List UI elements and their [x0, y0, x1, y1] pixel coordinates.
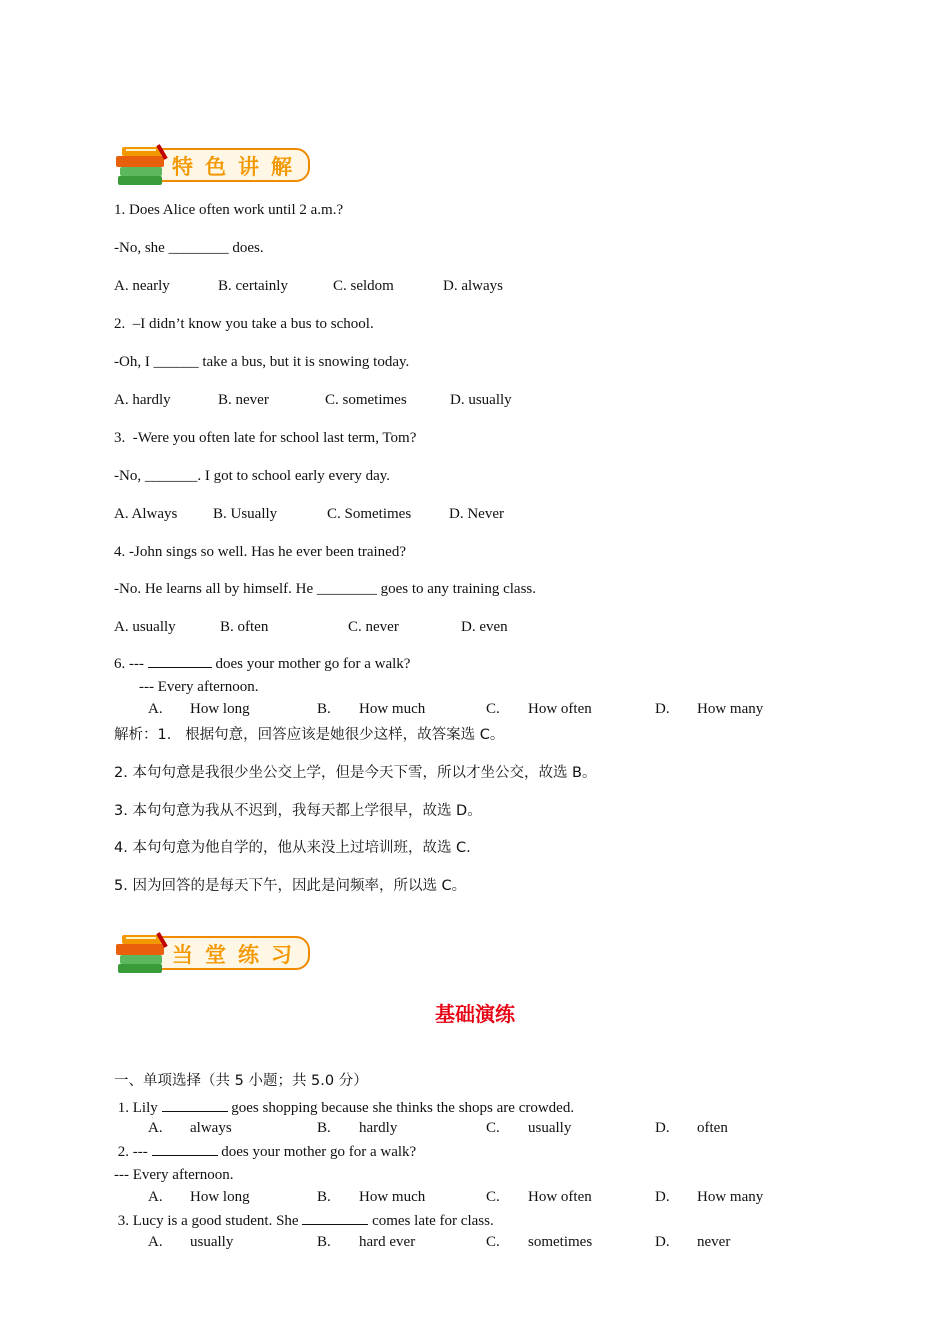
exercise-q1-text: [114, 1097, 574, 1117]
basic-practice-title: 基础演练: [435, 1002, 515, 1026]
option-b: hard ever: [359, 1234, 416, 1250]
option-b: hardly: [359, 1120, 398, 1136]
exercise-q2-text: [114, 1141, 416, 1161]
banner-title: 当堂练习: [172, 943, 304, 967]
option-d-letter: D.: [655, 1234, 670, 1250]
option-a-letter: A.: [148, 1120, 163, 1136]
option-d-letter: D.: [655, 701, 670, 717]
option-d: never: [697, 1234, 731, 1250]
example-q1-text: 1. Does Alice often work until 2 a.m.?: [114, 202, 344, 218]
option-a: A. usually: [114, 619, 176, 635]
q3-prefix: 3. Lucy is a good student. She: [114, 1213, 303, 1229]
example-q3-text: 3. -Were you often late for school last term, Tom?: [114, 430, 417, 446]
option-d: How many: [697, 701, 764, 717]
exercise-q3-text: [114, 1210, 494, 1230]
example-q1-answer: -No, she ________ does.: [114, 240, 264, 256]
option-b-letter: B.: [317, 1189, 331, 1205]
option-b-letter: B.: [317, 1120, 331, 1136]
option-c: sometimes: [528, 1234, 593, 1250]
option-a: How long: [190, 701, 250, 717]
option-c-letter: C.: [486, 1120, 500, 1136]
q2-prefix: 2. ---: [114, 1144, 152, 1160]
section-banner-feature: [114, 142, 310, 190]
exercise-q2-answer: --- Every afternoon.: [114, 1167, 234, 1183]
example-q2-answer: -Oh, I ______ take a bus, but it is snowing today.: [114, 354, 410, 370]
q3-suffix: comes late for class.: [368, 1213, 494, 1229]
q1-suffix: goes shopping because she thinks the shops are crowded.: [227, 1100, 575, 1116]
option-d: How many: [697, 1189, 764, 1205]
option-b-letter: B.: [317, 1234, 331, 1250]
option-a-letter: A.: [148, 701, 163, 717]
option-b: B. never: [218, 392, 269, 408]
analysis-line-1: 解析：1. 根据句意，回答应该是她很少这样，故答案选 C。: [114, 727, 505, 743]
example-q6-text: [114, 653, 410, 673]
analysis-line-4: 4. 本句句意为他自学的，他从来没上过培训班，故选 C.: [114, 840, 471, 856]
option-c-letter: C.: [486, 701, 500, 717]
q2-suffix: does your mother go for a walk?: [217, 1144, 417, 1160]
option-a: A. hardly: [114, 392, 171, 408]
option-d-letter: D.: [655, 1120, 670, 1136]
books-icon: [114, 930, 178, 980]
option-c-letter: C.: [486, 1234, 500, 1250]
option-c-letter: C.: [486, 1189, 500, 1205]
option-b: B. certainly: [218, 278, 288, 294]
option-d-letter: D.: [655, 1189, 670, 1205]
option-a: A. Always: [114, 506, 178, 522]
example-q6-answer: --- Every afternoon.: [139, 679, 259, 695]
option-b: B. often: [220, 619, 269, 635]
analysis-line-3: 3. 本句句意为我从不迟到，我每天都上学很早，故选 D。: [114, 803, 482, 819]
q6-suffix: does your mother go for a walk?: [211, 656, 411, 672]
option-c: How often: [528, 701, 592, 717]
option-c: C. Sometimes: [327, 506, 412, 522]
example-q3-answer: -No, _______. I got to school early every day.: [114, 468, 391, 484]
option-b: How much: [359, 1189, 426, 1205]
analysis-line-5: 5. 因为回答的是每天下午，因此是问频率，所以选 C。: [114, 878, 467, 894]
option-c: C. sometimes: [325, 392, 407, 408]
option-d: D. usually: [450, 392, 512, 408]
banner-title: 特色讲解: [172, 155, 304, 179]
option-d: often: [697, 1120, 728, 1136]
answer-blank: [162, 1097, 228, 1112]
answer-blank: [148, 653, 212, 668]
option-b-letter: B.: [317, 701, 331, 717]
example-q4-answer: -No. He learns all by himself. He ________ goes to any training class.: [114, 581, 536, 597]
exercise-heading: 一、单项选择（共 5 小题；共 5.0 分）: [114, 1073, 368, 1089]
answer-blank: [302, 1210, 368, 1225]
q6-prefix: 6. ---: [114, 656, 148, 672]
option-d: D. always: [443, 278, 503, 294]
option-c: How often: [528, 1189, 592, 1205]
option-d: D. even: [461, 619, 508, 635]
option-a: A. nearly: [114, 278, 170, 294]
option-a: How long: [190, 1189, 250, 1205]
section-banner-practice: [114, 930, 310, 978]
option-a-letter: A.: [148, 1189, 163, 1205]
option-d: D. Never: [449, 506, 504, 522]
option-b: How much: [359, 701, 426, 717]
answer-blank: [152, 1141, 218, 1156]
option-c: C. seldom: [333, 278, 394, 294]
option-b: B. Usually: [213, 506, 278, 522]
option-a: always: [190, 1120, 232, 1136]
option-a-letter: A.: [148, 1234, 163, 1250]
option-c: usually: [528, 1120, 572, 1136]
option-c: C. never: [348, 619, 399, 635]
q1-prefix: 1. Lily: [114, 1100, 162, 1116]
books-icon: [114, 142, 178, 192]
example-q2-text: 2. –I didn’t know you take a bus to school.: [114, 316, 374, 332]
option-a: usually: [190, 1234, 234, 1250]
example-q4-text: 4. -John sings so well. Has he ever been trained?: [114, 544, 407, 560]
analysis-line-2: 2. 本句句意是我很少坐公交上学，但是今天下雪，所以才坐公交，故选 B。: [114, 765, 597, 781]
